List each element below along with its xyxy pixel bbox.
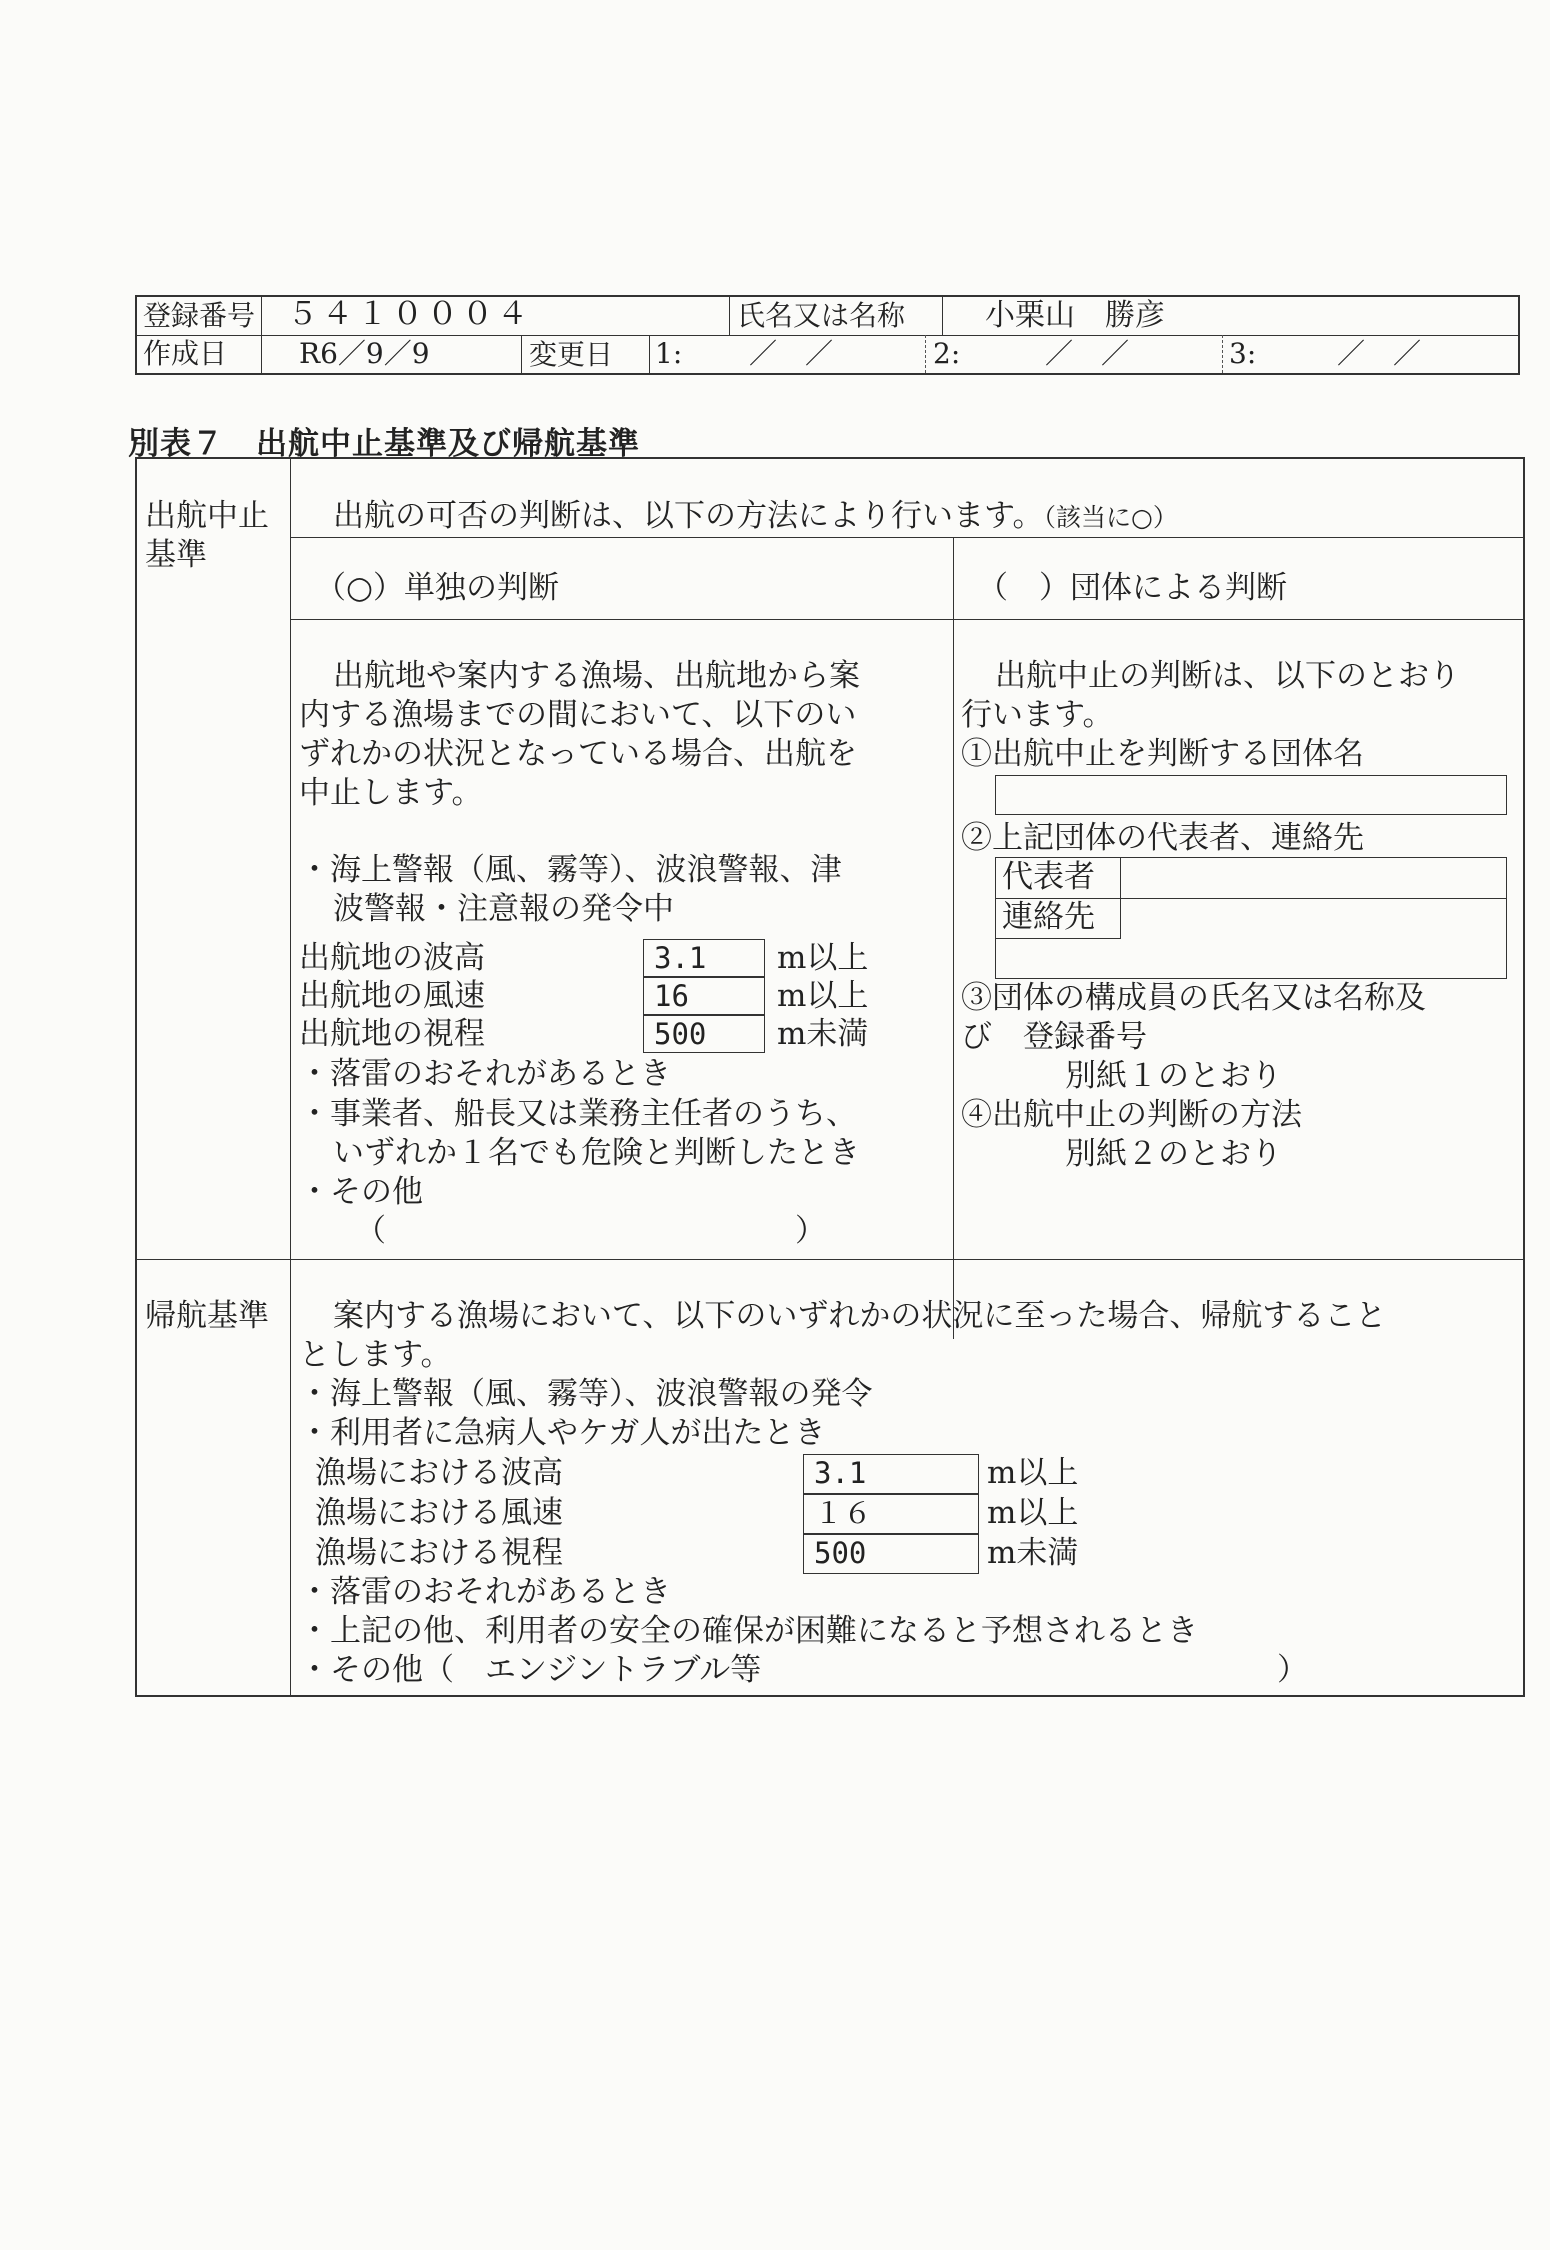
departure-intro: 出航の可否の判断は、以下の方法により行います。（該当に○）	[333, 498, 1178, 534]
change-2-date: ／ ／	[1045, 337, 1130, 370]
contact-label: 連絡先	[1002, 899, 1095, 935]
left-bullet-3a: ・事業者、船長又は業務主任者のうち、	[299, 1096, 857, 1132]
name-value: 小栗山 勝彦	[985, 298, 1165, 333]
right-item-3a: ③団体の構成員の氏名又は名称及	[961, 980, 1426, 1016]
right-item-1: ①出航中止を判断する団体名	[961, 736, 1364, 772]
left-paren-close: ）	[795, 1213, 826, 1249]
section-divider	[137, 1259, 1523, 1260]
return-bullet-1: ・海上警報（風、霧等）、波浪警報の発令	[299, 1376, 873, 1412]
left-para-2: 内する漁場までの間において、以下のい	[299, 697, 857, 733]
left-visibility-label: 出航地の視程	[299, 1016, 485, 1052]
option-single: （○）単独の判断	[315, 570, 560, 606]
intro-note: （該当に○）	[1043, 503, 1178, 532]
left-wave-unit: m以上	[777, 940, 869, 976]
return-bullet-3: ・落雷のおそれがあるとき	[299, 1574, 671, 1610]
left-visibility-value: 500	[643, 1015, 765, 1053]
right-item-2: ②上記団体の代表者、連絡先	[961, 820, 1364, 856]
right-para-2: 行います。	[961, 697, 1114, 733]
left-bullet-4: ・その他	[299, 1174, 423, 1210]
reg-label: 登録番号	[143, 299, 256, 332]
right-item-3-detail: 別紙１のとおり	[1065, 1058, 1282, 1094]
return-bullet-5-close: ）	[1277, 1652, 1308, 1688]
change-2-label: 2:	[933, 337, 961, 370]
left-para-4: 中止します。	[299, 775, 483, 811]
return-wind-label: 漁場における風速	[315, 1495, 563, 1531]
left-bullet-2: ・落雷のおそれがあるとき	[299, 1056, 671, 1092]
name-label: 氏名又は名称	[737, 299, 906, 332]
left-wave-label: 出航地の波高	[299, 940, 485, 976]
change-3-date: ／ ／	[1337, 337, 1422, 370]
return-visibility-label: 漁場における視程	[315, 1535, 563, 1571]
group-name-field	[995, 775, 1507, 815]
header-table	[135, 295, 1520, 375]
return-para-2: とします。	[299, 1337, 452, 1373]
created-label: 作成日	[143, 337, 228, 370]
rep-contact-box	[995, 857, 1507, 979]
right-para-1: 出航中止の判断は、以下のとおり	[995, 658, 1460, 694]
created-value: R6／9／9	[299, 337, 430, 370]
return-label: 帰航基準	[145, 1298, 269, 1334]
page-title: 別表７ 出航中止基準及び帰航基準	[128, 426, 640, 462]
reg-value: ５４１０００４	[287, 296, 532, 332]
left-wind-label: 出航地の風速	[299, 978, 485, 1014]
left-bullet-1b: 波警報・注意報の発令中	[333, 891, 674, 927]
change-3-label: 3:	[1229, 337, 1257, 370]
return-wave-label: 漁場における波高	[315, 1455, 563, 1491]
option-group: （ ）団体による判断	[977, 570, 1287, 606]
left-bullet-1a: ・海上警報（風、霧等）、波浪警報、津	[299, 852, 842, 888]
left-visibility-unit: m未満	[777, 1016, 869, 1052]
right-item-4-detail: 別紙２のとおり	[1065, 1136, 1282, 1172]
departure-label-1: 出航中止	[145, 498, 269, 534]
right-item-4: ④出航中止の判断の方法	[961, 1097, 1302, 1133]
return-para-1: 案内する漁場において、以下のいずれかの状況に至った場合、帰航すること	[333, 1298, 1387, 1334]
left-bullet-3b: いずれか１名でも危険と判断したとき	[333, 1135, 860, 1171]
return-bullet-4: ・上記の他、利用者の安全の確保が困難になると予想されるとき	[299, 1613, 1198, 1649]
departure-label-2: 基準	[145, 537, 207, 573]
change-1-date: ／ ／	[749, 337, 834, 370]
return-bullet-5: ・その他（ エンジントラブル等	[299, 1652, 762, 1688]
left-paren-open: （	[355, 1213, 386, 1249]
return-wave-value: 3.1	[803, 1454, 979, 1494]
left-para-3: ずれかの状況となっている場合、出航を	[299, 736, 857, 772]
return-wave-unit: m以上	[987, 1455, 1079, 1491]
change-1-label: 1:	[655, 337, 683, 370]
left-para-1: 出航地や案内する漁場、出航地から案	[333, 658, 860, 694]
rep-label: 代表者	[1002, 859, 1095, 895]
criteria-table	[135, 457, 1525, 1697]
right-item-3b: び 登録番号	[961, 1019, 1147, 1055]
left-wind-value: 16	[643, 977, 765, 1015]
return-visibility-value: 500	[803, 1534, 979, 1574]
left-wind-unit: m以上	[777, 978, 869, 1014]
return-bullet-2: ・利用者に急病人やケガ人が出たとき	[299, 1415, 826, 1451]
left-wave-value: 3.1	[643, 939, 765, 977]
return-wind-value: １６	[803, 1494, 979, 1534]
return-visibility-unit: m未満	[987, 1535, 1079, 1571]
changed-label: 変更日	[529, 338, 614, 371]
return-wind-unit: m以上	[987, 1495, 1079, 1531]
